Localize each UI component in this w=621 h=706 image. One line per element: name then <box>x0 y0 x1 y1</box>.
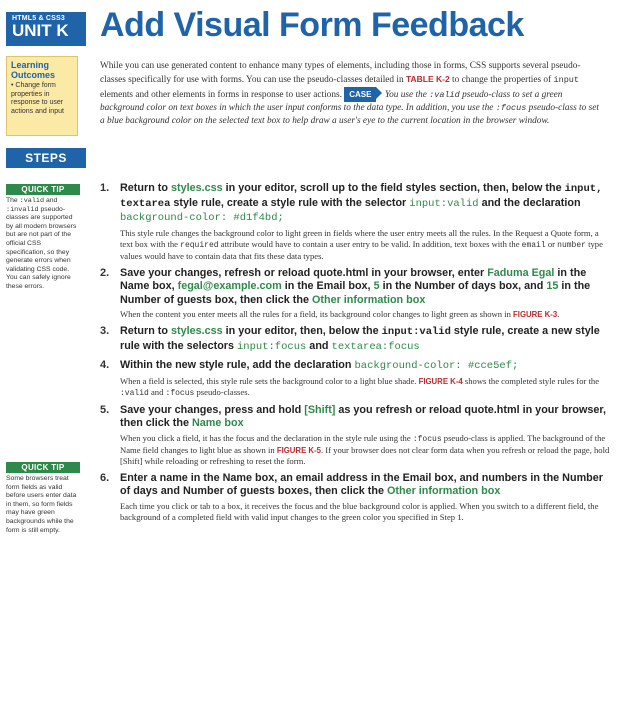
instr-code: textarea:focus <box>331 340 420 353</box>
steps-label: STEPS <box>6 148 86 168</box>
expl-text: When you click a field, it has the focus and the declaration in the style rule using the <box>120 432 413 443</box>
step-number: 2. <box>100 266 110 279</box>
case-text: pseudo-class to set a blue background color on the selected text box to help draw a user's eye to the current location in the browser window. <box>100 103 599 126</box>
expl-text: pseudo-classes. <box>194 386 250 397</box>
case-text: pseudo-class to set a green background color on text boxes in which the user input conforms to the data type. In addition, you use the <box>100 90 563 113</box>
expl-code: :focus <box>412 434 442 444</box>
intro-text: elements and other elements in forms in response to user actions. <box>100 90 342 100</box>
page-title: Add Visual Form Feedback <box>100 6 524 44</box>
tip-code: :invalid <box>6 205 39 214</box>
instr-highlight: fegal@example.com <box>177 280 282 292</box>
step-explanation <box>120 376 610 399</box>
expl-code: number <box>557 240 586 250</box>
instr-code: input:valid <box>381 326 451 338</box>
quick-tip-2 <box>6 462 80 535</box>
quick-tip-heading: QUICK TIP <box>6 462 80 473</box>
figure-ref: FIGURE K-4 <box>418 376 463 386</box>
quick-tip-heading: QUICK TIP <box>6 184 80 195</box>
step-6 <box>100 472 610 523</box>
instr-code: input:valid <box>409 197 479 210</box>
steps-list <box>100 182 610 528</box>
intro-code: input <box>553 75 580 85</box>
instr-highlight: [Shift] <box>304 403 336 416</box>
tip-text: pseudo-classes are supported by all modern browsers but are not part of the official CSS specification, so they generate errors when validating CSS code. You can safely ignore these errors. <box>6 205 77 290</box>
instr-text: style rule, create a new style rule with the selectors <box>120 325 600 352</box>
instr-code: background-color: #d1f4bd; <box>120 212 284 224</box>
learning-outcomes-heading: Learning Outcomes <box>11 60 56 80</box>
quick-tip-1 <box>6 184 80 292</box>
expl-text: attribute would have to contain a user entry to be valid. In addition, text boxes with the <box>218 238 522 249</box>
step-2 <box>100 267 610 321</box>
step-number: 4. <box>100 359 110 371</box>
expl-text: When a field is selected, this style rule sets the background color to a light blue shade. <box>120 375 419 386</box>
case-code: :valid <box>429 90 460 100</box>
step-instruction <box>120 359 610 374</box>
expl-text: and <box>148 386 166 397</box>
expl-text: . <box>557 309 560 319</box>
instr-text: in your editor, scroll up to the field styles section, then, below the <box>222 182 565 194</box>
instr-highlight: Other information box <box>386 485 501 497</box>
step-instruction <box>120 325 610 354</box>
expl-text: or <box>545 238 558 249</box>
step-3 <box>100 325 610 354</box>
table-ref: TABLE K-2 <box>405 74 450 84</box>
instr-text: in the Number of guests box, then click the <box>120 280 591 306</box>
step-explanation: Each time you click or tab to a box, it receives the focus and the blue background color is applied. When you switch to a different field, the background of a completed field with valid input changes to the green color you specified in Step 1. <box>120 500 599 522</box>
intro-text: While you can use generated content to enhance many types of elements, including those in forms, CSS supports several pseudo-classes specifically for use with forms. You can use the pseudo-classes detailed in <box>100 61 581 85</box>
instr-highlight: Other information box <box>311 293 426 306</box>
instr-code: background-color: #cce5ef; <box>354 360 519 372</box>
instr-highlight: 5 <box>373 280 380 292</box>
instr-highlight: styles.css <box>170 182 223 194</box>
expl-text: shows the completed style rules for the <box>462 375 600 386</box>
tip-text: The <box>6 197 20 204</box>
expl-code: email <box>521 240 546 250</box>
expl-code: :focus <box>165 388 195 398</box>
quick-tip-body <box>6 195 80 292</box>
expl-text: When the content you enter meets all the rules for a field, its background color changes to light green as shown in <box>120 309 514 319</box>
instr-text: Save your changes, press and hold <box>120 403 305 416</box>
learning-outcomes-bullet: • Change form properties in response to user actions and input <box>11 82 64 115</box>
step-explanation <box>120 309 610 320</box>
instr-text: Within the new style rule, add the declaration <box>120 359 355 371</box>
learning-outcomes-box <box>6 56 78 136</box>
step-instruction <box>120 267 610 308</box>
instr-text: as you refresh or reload quote.html in your browser, then click the <box>120 403 606 429</box>
step-instruction <box>120 472 610 499</box>
instr-text: Enter a name in the Name box, an email address in the Email box, and numbers in the Number of days and Number of guests boxes, then click the <box>120 471 603 497</box>
step-number: 5. <box>100 403 110 416</box>
instr-highlight: Faduma Egal <box>487 266 555 279</box>
figure-ref: FIGURE K-5 <box>276 445 321 455</box>
instr-highlight: 15 <box>546 280 559 292</box>
tip-text: and <box>44 197 58 204</box>
case-text: You use the <box>384 90 430 100</box>
instr-text: in your editor, then, below the <box>222 325 382 337</box>
instr-highlight: styles.css <box>170 325 223 337</box>
expl-code: :valid <box>120 388 149 398</box>
expl-text: This style rule changes the background color to light green in fields where the user entry meets all the rules. In the Request a Quote form, a text box with the <box>120 227 599 249</box>
quick-tip-body: Some browsers treat form fields as valid before users enter data in them, so form fields may have green backgrounds while the form is still empty. <box>6 475 77 534</box>
intro-text: to change the properties of <box>449 75 554 85</box>
unit-label: UNIT K <box>12 21 69 40</box>
step-number: 3. <box>100 325 110 337</box>
series-label: HTML5 & CSS3 <box>12 15 65 22</box>
instr-text: in the Email box, <box>281 280 374 292</box>
step-explanation <box>120 433 610 467</box>
instr-code: input, textarea <box>120 183 603 210</box>
step-number: 6. <box>100 471 110 484</box>
instr-text: Return to <box>120 182 171 194</box>
step-4 <box>100 359 610 399</box>
step-1 <box>100 182 610 262</box>
intro-paragraph <box>100 60 600 128</box>
instr-text: in the Name box, <box>120 266 587 292</box>
instr-text: Return to <box>120 325 171 337</box>
expl-text: type values would have to contain data that fits these data types. <box>120 238 603 261</box>
instr-highlight: Name box <box>192 417 244 429</box>
figure-ref: FIGURE K-3 <box>513 310 558 319</box>
instr-text: and the declaration <box>478 196 581 209</box>
instr-text: style rule, create a style rule with the selector <box>170 196 410 209</box>
instr-text: Save your changes, refresh or reload quote.html in your browser, enter <box>120 266 488 279</box>
instr-text: and <box>306 339 332 352</box>
instr-code: input:focus <box>237 340 307 353</box>
expl-text: pseudo-class is applied. The background of the Name field changes to light blue as shown in <box>120 432 606 455</box>
case-badge: CASE <box>344 87 376 102</box>
instr-text: in the Number of days box, and <box>379 280 547 292</box>
step-5 <box>100 404 610 467</box>
expl-text: . If your browser does not clear form data when you refresh or reload the page, hold [Shift] while reloading or refreshing to reset the form. <box>120 444 610 466</box>
case-code: :focus <box>495 103 527 113</box>
tip-code: :valid <box>19 197 45 205</box>
step-explanation <box>120 228 610 262</box>
unit-badge <box>6 12 86 46</box>
step-number: 1. <box>100 182 110 194</box>
step-instruction <box>120 182 610 226</box>
step-instruction <box>120 404 610 431</box>
expl-code: required <box>180 240 219 250</box>
